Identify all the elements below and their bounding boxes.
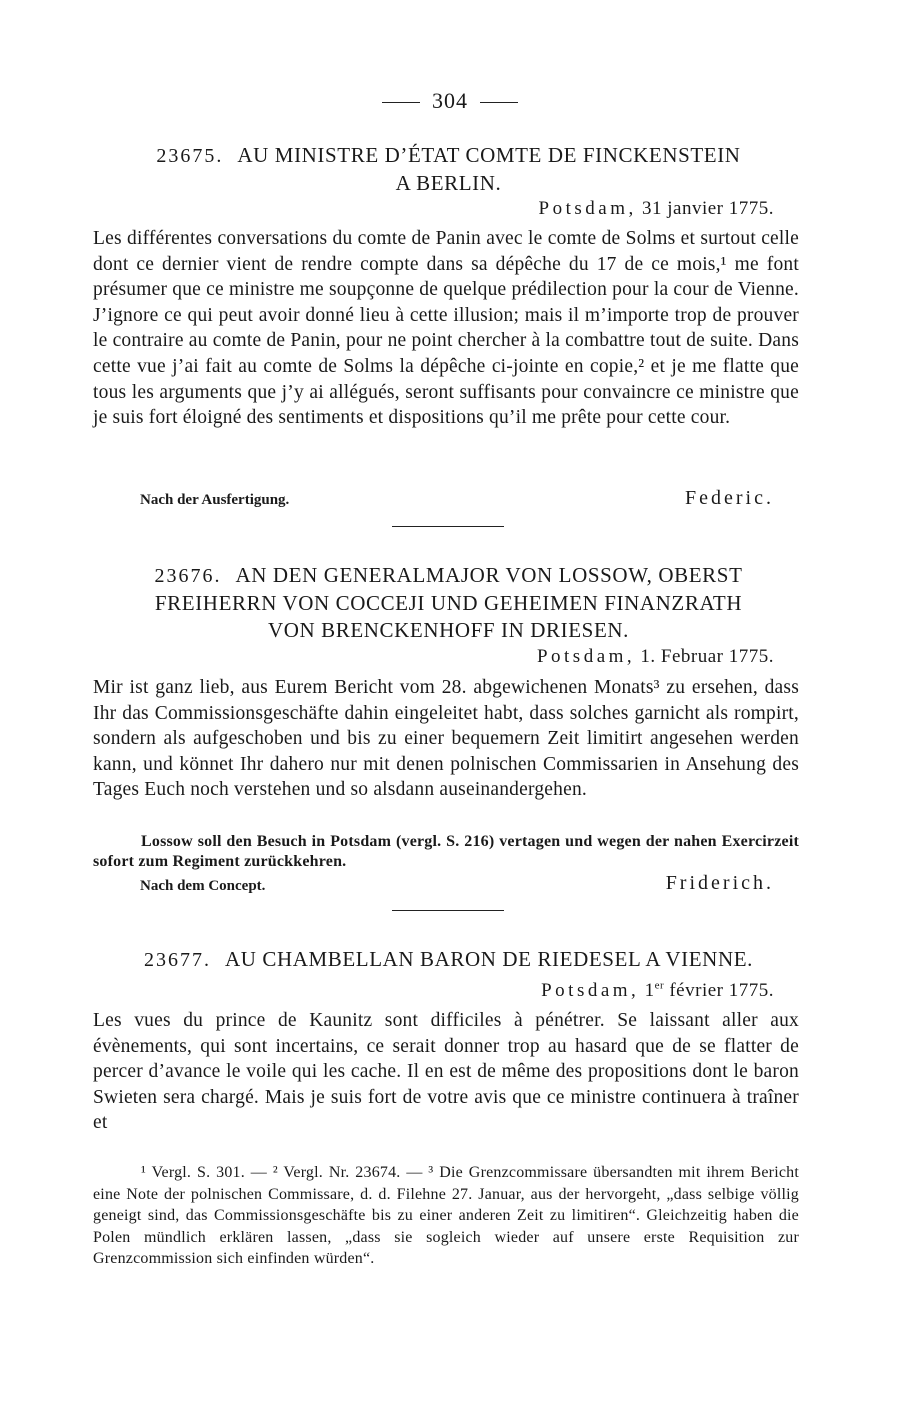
letter-heading-23676 [96,562,801,644]
dateline-place: Potsdam, [538,198,637,219]
page-number-dash-left [382,102,420,103]
heading-line: VON BRENCKENHOFF IN DRIESEN. [268,618,629,642]
source-note: Nach der Ausfertigung. [140,492,290,508]
dateline-date-sup: er [654,979,665,992]
dateline [541,980,774,1002]
letter-body: Les différentes conversations du comte de Panin avec le comte de Solms et surtout celle dont ce dernier vient de rendre compte dans sa dépêche du 17 de ce mois,¹ me font présumer que ce ministre me soupçonne de quelque prédilection pour la cour de Vienne. J’ignore ce qui peut avoir donné lieu à cette illusion; mais il m’importe trop de prouver le contraire au comte de Panin, pour ne point chercher à la combattre tout de suite. Dans cette vue j’ai fait au comte de Solms la dépêche ci-jointe en copie,² et je me flatte que tous les arguments que j’y ai allégués, seront suffisants pour convaincre ce ministre que je suis fort éloigné des sentiments et dispositions qu’il me prête pour cette cour. [93,228,799,429]
dateline-date: 31 janvier 1775. [641,198,774,219]
letter-body: Mir ist ganz lieb, aus Eurem Bericht vom 28. abgewichenen Monats³ zu ersehen, dass Ihr das Commissionsgeschäfte dahin eingeleitet habt, dass solches garnicht als rompirt, sondern als aufgeschoben und bis zu einer bequemern Zeit limitirt angesehen werden kann, und könnet Ihr dahero nur mit denen polnischen Commissarien in Ansehung des Tages Euch noch verstehen und so alsdann auseinandergehen. [93,677,799,801]
heading-line: AN DEN GENERALMAJOR VON LOSSOW, OBERST [235,563,743,587]
heading-line: AU CHAMBELLAN BARON DE RIEDESEL A VIENNE. [224,947,753,971]
dateline-place: Potsdam, [541,980,640,1001]
letter-number: 23676. [154,565,222,587]
section-divider [392,910,504,911]
editorial-note-text: Lossow soll den Besuch in Potsdam (vergl. S. 216) vertagen und wegen der nahen Exercirzeit sofort zum Regiment zurückkehren. [93,833,799,870]
dateline [537,646,774,668]
editorial-note [93,832,799,872]
letter-number: 23677. [143,949,211,971]
letter-body: Les vues du prince de Kaunitz sont difficiles à pénétrer. Se laissant aller aux évènements, qui sont incertains, ce serait donner trop au hasard que de se flatter de percer d’avance le voile qui les cache. Il en est de même des propositions dont le baron Swieten sera chargé. Mais je suis fort de votre avis que ce ministre continuera à traîner et [93,1010,799,1134]
dateline-place: Potsdam, [536,646,636,667]
heading-line: FREIHERRN VON COCCEJI UND GEHEIMEN FINANZRATH [154,591,743,615]
letter-heading-23677 [96,946,801,974]
signature: Federic. [685,487,774,509]
dateline-date: 1. Februar 1775. [640,646,774,667]
heading-line: A BERLIN. [395,171,502,195]
page-number: 304 [0,88,900,114]
footnotes [93,1162,799,1270]
letter-heading-23675 [96,142,801,197]
dateline-date: février 1775. [669,980,774,1001]
dateline-date-day: 1 [644,980,655,1001]
dateline [539,198,774,220]
heading-line: AU MINISTRE D’ÉTAT COMTE DE FINCKENSTEIN [237,143,741,167]
signature: Friderich. [665,872,774,894]
page-number-dash-right [480,102,518,103]
footnotes-text: ¹ Vergl. S. 301. — ² Vergl. Nr. 23674. — ³ Die Grenzcommissare übersandten mit ihrem Bericht eine Note der polnischen Commissare, d. d. Filehne 27. Januar, aus der hervorgeht, „dass selbige völlig geneigt sind, das Commissionsgeschäfte bis zu einer anderen Zeit zu limitiren“. Gleichzeitig haben die Polen mündlich erklären lassen, „dass sie sogleich wieder auf unsere erste Requisition zur Grenzcommission sich einfinden würden“. [93,1164,799,1267]
section-divider [392,526,504,527]
letter-number: 23675. [156,145,224,167]
source-note: Nach dem Concept. [140,878,266,894]
